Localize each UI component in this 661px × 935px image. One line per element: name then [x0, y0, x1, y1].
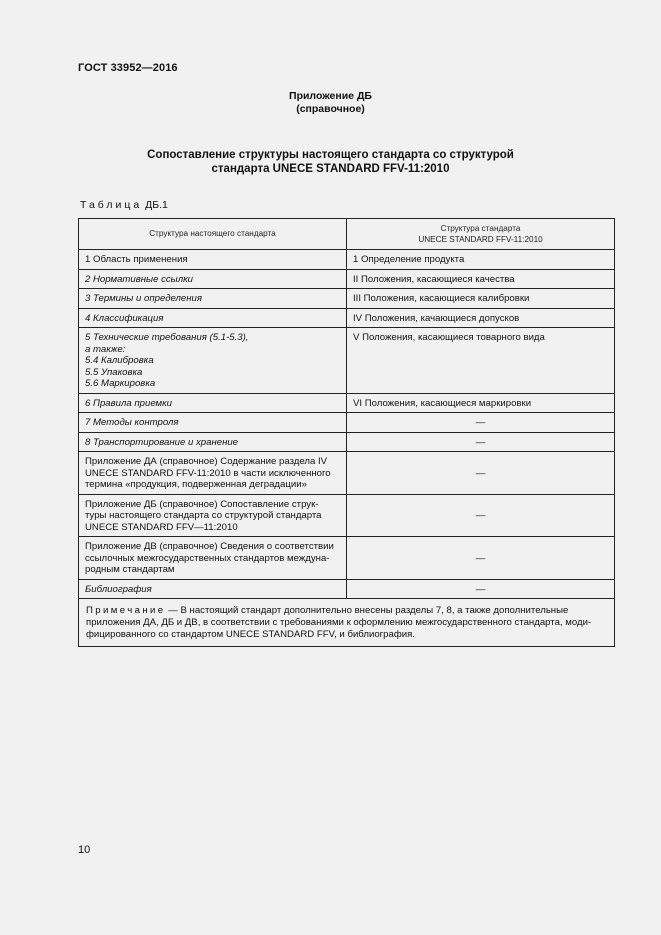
cell-line: Приложение ДВ (справочное) Сведения о соответствии [85, 541, 334, 552]
table-row [79, 452, 615, 495]
table-row [79, 393, 615, 413]
right-cell: IV Положения, качающиеся допусков [347, 308, 615, 328]
annex-heading [0, 90, 661, 116]
left-cell [79, 328, 347, 394]
left-cell: 6 Правила приемки [79, 393, 347, 413]
table-row [79, 289, 615, 309]
left-cell [79, 452, 347, 495]
page-number: 10 [78, 844, 91, 856]
table-row [79, 308, 615, 328]
comparison-table [78, 218, 615, 647]
right-cell: — [347, 494, 615, 537]
table-header-row [79, 219, 615, 250]
left-cell: 7 Методы контроля [79, 413, 347, 433]
cell-line: Приложение ДА (справочное) Содержание раздела IV [85, 456, 328, 467]
cell-text: 1 Область применения [85, 254, 188, 265]
table-note-row [79, 599, 615, 647]
header-line: UNECE STANDARD FFV-11:2010 [418, 235, 543, 244]
section-title [0, 148, 661, 176]
right-cell: — [347, 413, 615, 433]
cell-line: 5.6 Маркировка [85, 378, 156, 389]
cell-line: 5.5 Упаковка [85, 366, 143, 378]
cell-line: Приложение ДБ (справочное) Сопоставление струк- [85, 498, 319, 510]
left-cell [79, 494, 347, 537]
annex-title: Приложение ДБ [289, 90, 372, 102]
left-cell: 2 Нормативные ссылки [79, 269, 347, 289]
cell-line: а также: [85, 343, 126, 355]
annex-subtitle: (справочное) [296, 103, 365, 115]
right-cell: — [347, 432, 615, 452]
header-cell-current-standard: Структура настоящего стандарта [79, 219, 347, 250]
left-cell: 3 Термины и определения [79, 289, 347, 309]
left-cell: Библиография [79, 579, 347, 599]
note-text: — В настоящий стандарт дополнительно внесены разделы 7, 8, а также дополнительные [165, 605, 569, 616]
right-cell: V Положения, касающиеся товарного вида [347, 328, 615, 394]
left-cell [79, 250, 347, 270]
standard-header: ГОСТ 33952—2016 [78, 62, 178, 74]
right-cell: II Положения, касающиеся качества [347, 269, 615, 289]
note-label: Примечание [86, 605, 166, 616]
header-line: Структура стандарта [440, 223, 521, 233]
table-row [79, 579, 615, 599]
cell-line: ссылочных межгосударственных стандартов междуна- [85, 552, 330, 564]
note-line: приложения ДА, ДБ и ДВ, в соответствии с требованиями к оформлению межгосударственного стандарта, моди- [86, 617, 592, 628]
cell-line: UNECE STANDARD FFV-11:2010 в части исключенного [85, 467, 331, 479]
left-cell [79, 537, 347, 580]
note-line [86, 605, 607, 617]
section-title-line: стандарта UNECE STANDARD FFV-11:2010 [211, 163, 450, 175]
table-row [79, 250, 615, 270]
table-caption-label: Таблица [80, 199, 143, 211]
right-cell: VI Положения, касающиеся маркировки [347, 393, 615, 413]
cell-line: туры настоящего стандарта со структурой стандарта [85, 510, 322, 521]
cell-line: термина «продукция, подверженная деградации» [85, 479, 307, 490]
table-row [79, 537, 615, 580]
table-row [79, 328, 615, 394]
header-cell-unece-standard [347, 219, 615, 250]
table-row [79, 413, 615, 433]
cell-line: 5.4 Калибровка [85, 355, 154, 366]
cell-line: родным стандартам [85, 564, 175, 575]
cell-line: 5 Технические требования (5.1-5.3), [85, 332, 249, 343]
table-row [79, 269, 615, 289]
left-cell: 8 Транспортирование и хранение [79, 432, 347, 452]
right-cell: — [347, 579, 615, 599]
right-cell: 1 Определение продукта [347, 250, 615, 270]
table-row [79, 432, 615, 452]
table-caption-number: ДБ.1 [145, 199, 168, 211]
table-caption [80, 199, 168, 211]
right-cell: — [347, 452, 615, 495]
right-cell: — [347, 537, 615, 580]
left-cell: 4 Классификация [79, 308, 347, 328]
table-note [79, 599, 615, 647]
right-cell: III Положения, касающиеся калибровки [347, 289, 615, 309]
cell-line: UNECE STANDARD FFV—11:2010 [85, 521, 238, 533]
note-line: фицированного со стандартом UNECE STANDARD FFV, и библиография. [86, 629, 415, 640]
table-row [79, 494, 615, 537]
section-title-line: Сопоставление структуры настоящего стандарта со структурой [147, 149, 514, 161]
